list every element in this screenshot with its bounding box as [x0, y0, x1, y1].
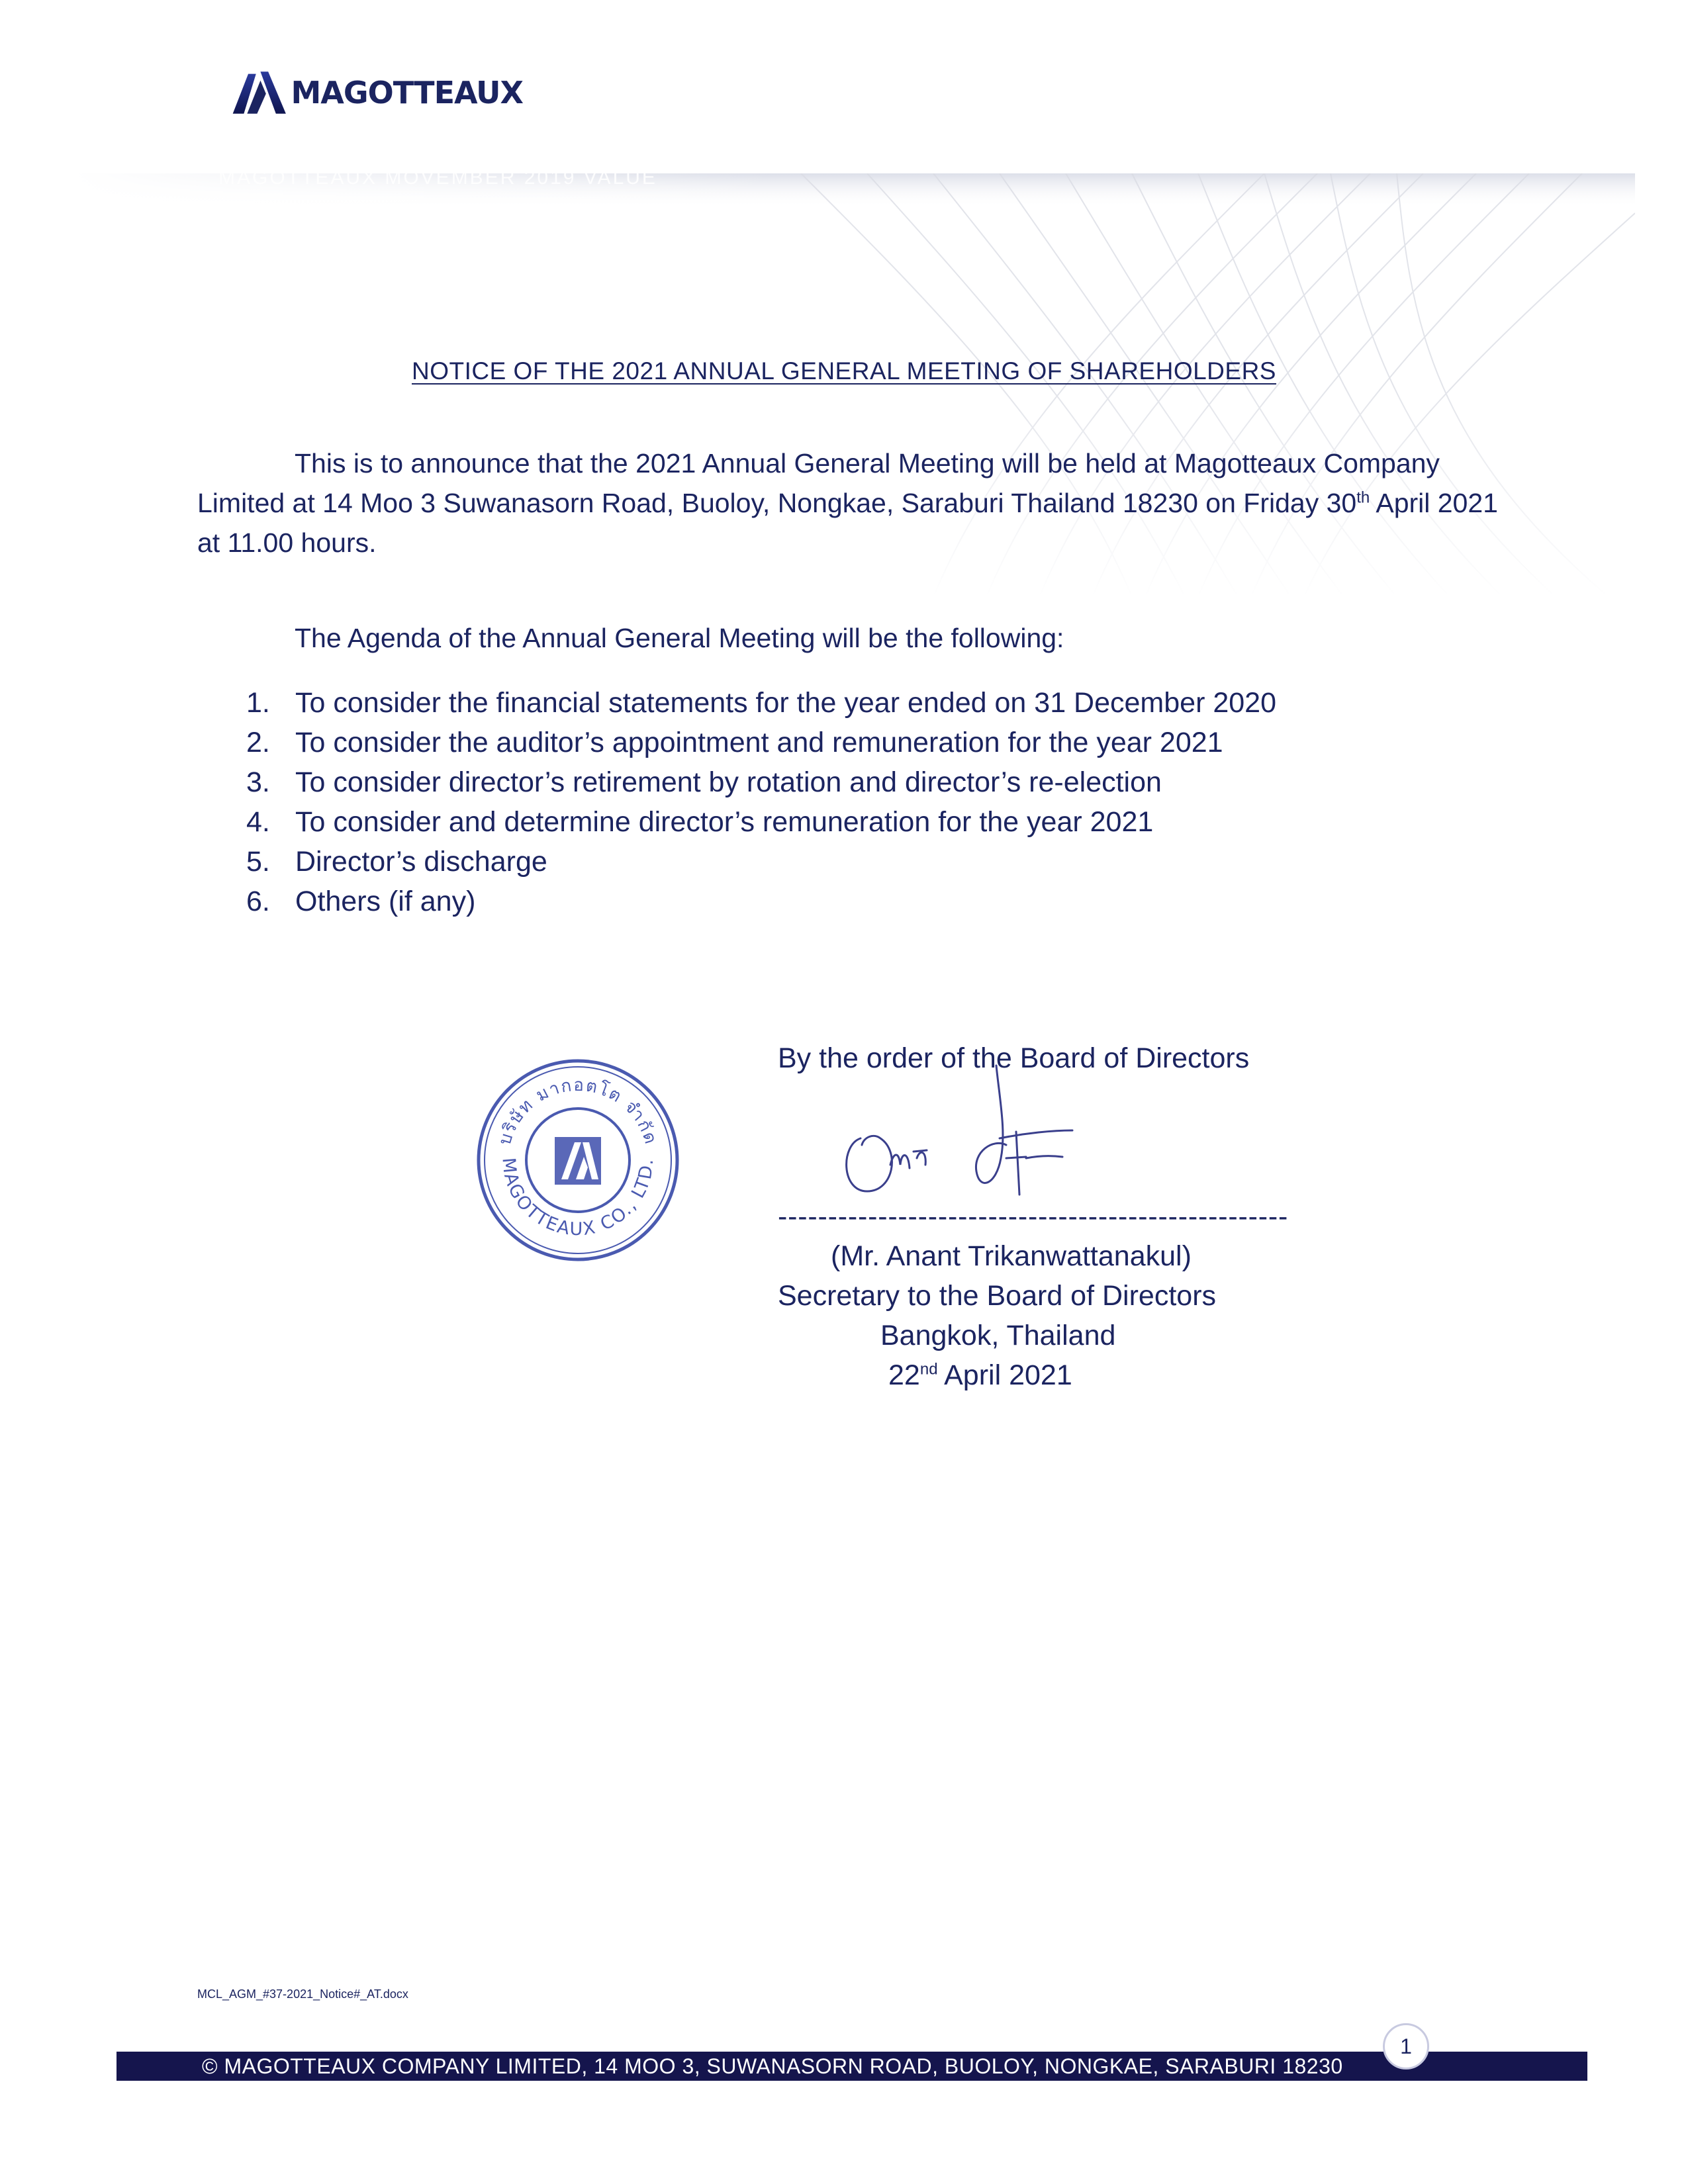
handwritten-signature: [827, 1059, 1119, 1211]
seal-top-text: บริษัท มากอตโต จำกัด: [494, 1075, 661, 1148]
svg-text:บริษัท มากอตโต จำกัด: [495, 1075, 661, 1148]
date-superscript: nd: [919, 1360, 938, 1379]
agenda-item: [246, 723, 1276, 762]
signature-date: [778, 1355, 1307, 1395]
signer-location: Bangkok, Thailand: [880, 1320, 1116, 1351]
agenda-item-text: Director’s discharge: [295, 846, 547, 878]
agenda-item-number: 6.: [246, 886, 270, 917]
signature-line: ---------------------------------------------------: [778, 1201, 1289, 1232]
intro-text-part1: This is to announce that the 2021 Annual General Meeting will be held at Magotteaux Company Limited at 14 Moo 3 Suwanasorn Road, Buoloy, Nongkae, Saraburi Thailand 18230 on Friday 30: [197, 448, 1440, 518]
company-seal: [475, 1058, 680, 1263]
agenda-item: [246, 762, 1276, 802]
document-filename: MCL_AGM_#37-2021_Notice#_AT.docx: [197, 1987, 408, 2001]
seal-logo-icon: [555, 1137, 601, 1185]
agenda-item-text: To consider the auditor’s appointment and remuneration for the year 2021: [295, 727, 1223, 758]
page-number: 1: [1383, 2023, 1429, 2070]
agenda-intro: The Agenda of the Annual General Meeting will be the following:: [295, 623, 1064, 653]
company-logo: [232, 65, 523, 120]
seal-bottom-text: MAGOTTEAUX CO., LTD.: [498, 1156, 658, 1240]
signer-name: (Mr. Anant Trikanwattanakul): [831, 1240, 1192, 1272]
intro-superscript: th: [1356, 488, 1370, 507]
date-rest: April 2021: [937, 1359, 1072, 1391]
logo-text: MAGOTTEAUX: [291, 75, 523, 111]
magotteaux-logo-mark-icon: [232, 65, 287, 120]
document-title: [0, 357, 1688, 385]
intro-text-part2: April 2021 at 11.00 hours.: [197, 488, 1498, 558]
agenda-item: [246, 882, 1276, 921]
agenda-list: [246, 683, 1276, 921]
signer-role: Secretary to the Board of Directors: [778, 1280, 1217, 1312]
agenda-item-number: 4.: [246, 806, 270, 838]
date-day: 22: [888, 1359, 920, 1391]
agenda-item-number: 3.: [246, 766, 270, 798]
agenda-item: [246, 802, 1276, 842]
agenda-item-number: 1.: [246, 687, 270, 719]
agenda-item-number: 5.: [246, 846, 270, 878]
agenda-item: [246, 842, 1276, 882]
agenda-item-text: Others (if any): [295, 886, 476, 917]
agenda-item-text: To consider and determine director’s remuneration for the year 2021: [295, 806, 1154, 838]
by-order-text: By the order of the Board of Directors: [778, 1042, 1250, 1074]
agenda-item-text: To consider director’s retirement by rotation and director’s re-election: [295, 766, 1162, 798]
agenda-item-text: To consider the financial statements for the year ended on 31 December 2020: [295, 687, 1277, 719]
header-ghost-text: MAGOTTEAUX MOVEMBER 2019 VALUE: [218, 167, 657, 189]
agenda-item-number: 2.: [246, 727, 270, 758]
footer-address: © MAGOTTEAUX COMPANY LIMITED, 14 MOO 3, SUWANASORN ROAD, BUOLOY, NONGKAE, SARABURI 18230: [202, 2054, 1343, 2078]
intro-paragraph: [197, 443, 1515, 563]
document-title-text: NOTICE OF THE 2021 ANNUAL GENERAL MEETING OF SHAREHOLDERS: [412, 357, 1276, 385]
agenda-item: [246, 683, 1276, 723]
signer-block: [778, 1236, 1307, 1395]
